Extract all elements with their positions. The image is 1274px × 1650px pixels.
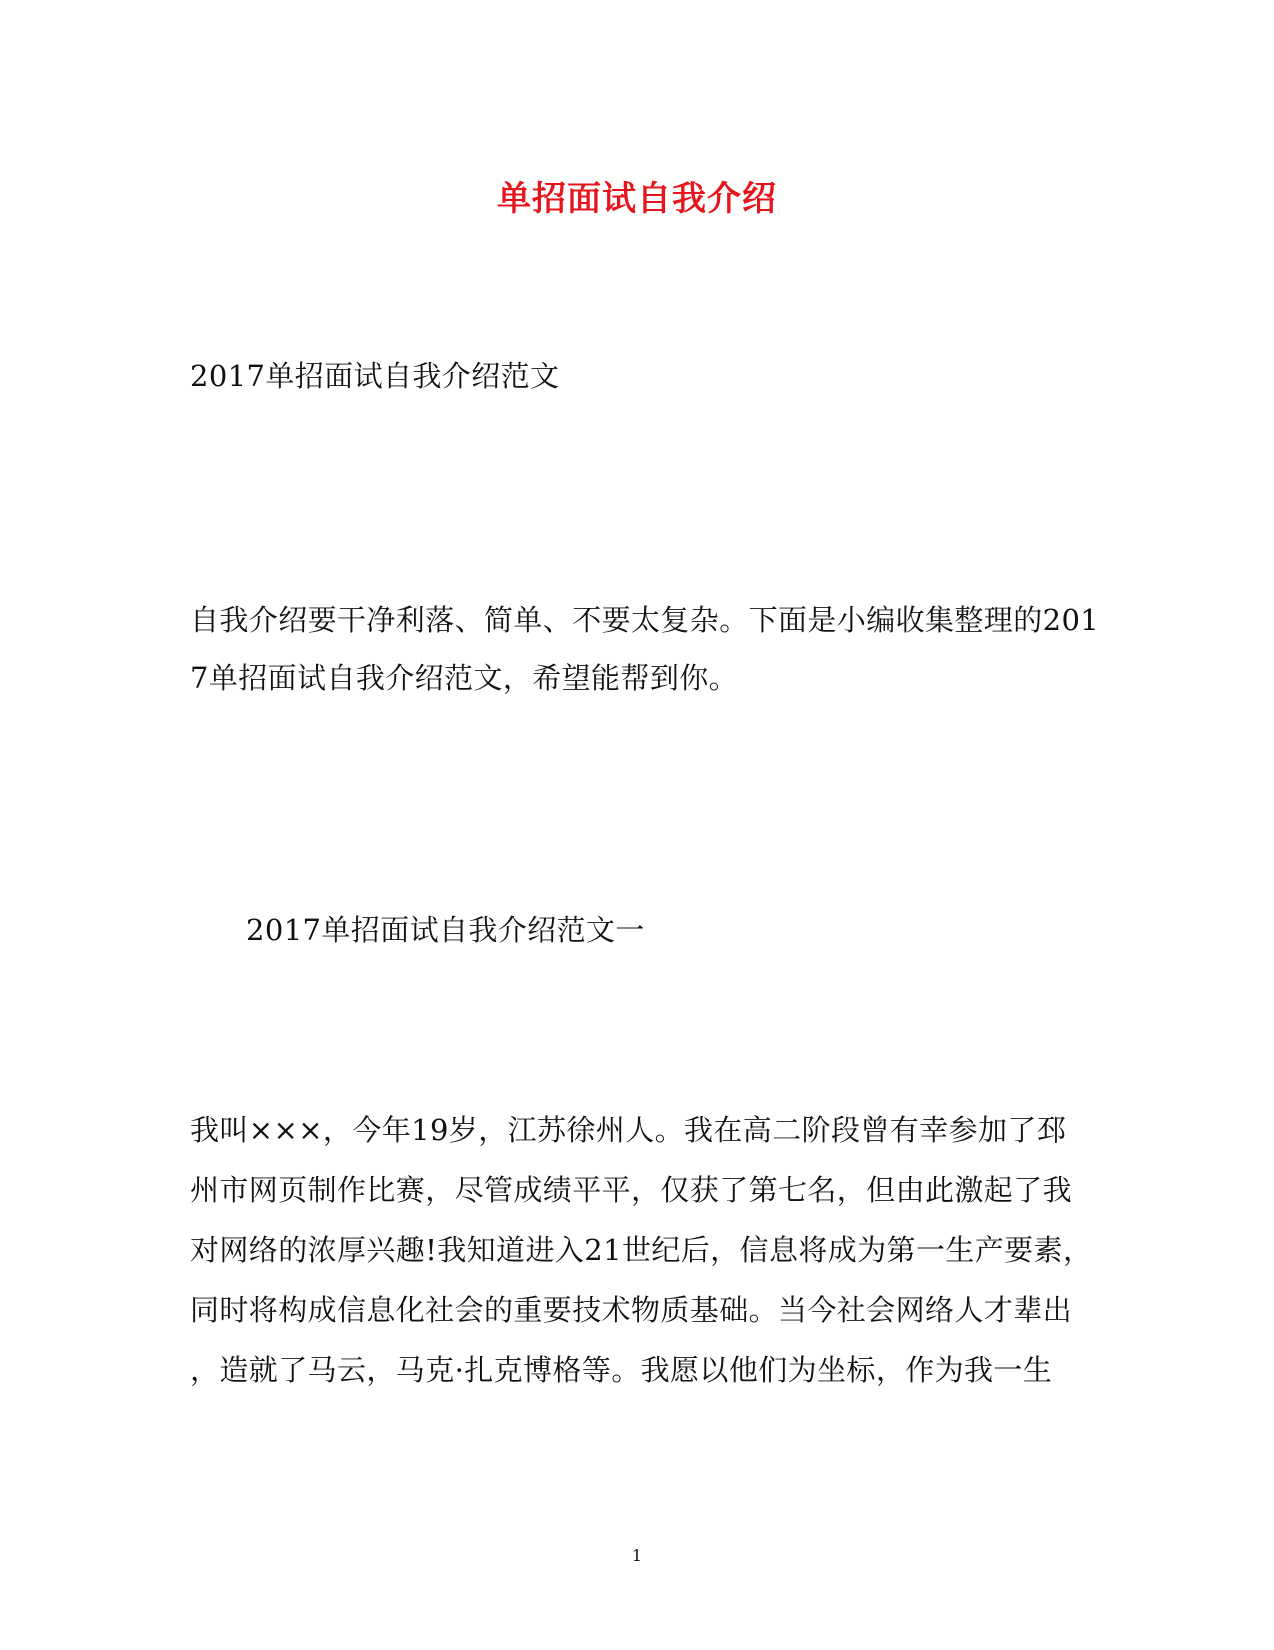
- body-line-1: 我叫×××，今年19岁，江苏徐州人。我在高二阶段曾有幸参加了邳: [190, 1113, 1067, 1147]
- body-line-3: 对网络的浓厚兴趣!我知道进入21世纪后，信息将成为第一生产要素，: [190, 1233, 1093, 1267]
- intro-line-1: 自我介绍要干净利落、简单、不要太复杂。下面是小编收集整理的201: [190, 603, 1100, 637]
- page-number: 1: [631, 1546, 643, 1565]
- intro-line-2: 7单招面试自我介绍范文，希望能帮到你。: [190, 661, 739, 695]
- section-heading: 2017单招面试自我介绍范文一: [246, 913, 645, 947]
- body-line-2: 州市网页制作比赛，尽管成绩平平，仅获了第七名，但由此激起了我: [190, 1173, 1073, 1207]
- body-line-4: 同时将构成信息化社会的重要技术物质基础。当今社会网络人才辈出: [190, 1293, 1073, 1327]
- document-title: 单招面试自我介绍: [497, 179, 777, 219]
- subtitle: 2017单招面试自我介绍范文: [190, 359, 560, 393]
- body-line-5: ，造就了马云，马克·扎克博格等。我愿以他们为坐标，作为我一生: [190, 1353, 1053, 1387]
